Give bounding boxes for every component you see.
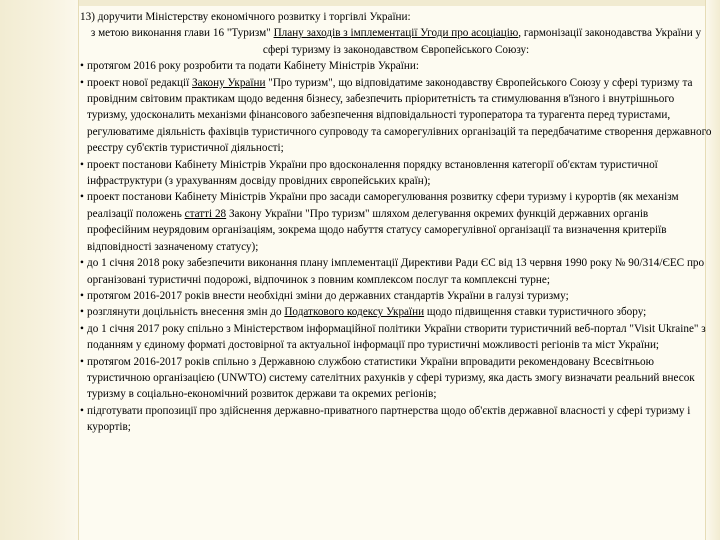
bullet-item: • протягом 2016-2017 років внести необхідні зміни до державних стандартів України в галузі туризму;	[80, 288, 712, 304]
bullet-item	[80, 189, 712, 255]
bullet-text-before: розглянути доцільність внесення змін до	[87, 306, 285, 319]
subtitle-paragraph	[80, 25, 712, 58]
action-plan-link[interactable]: Плану заходів з імплементації Угоди про асоціацію	[273, 27, 519, 40]
bullet-item: • до 1 січня 2018 року забезпечити виконання плану імплементації Директиви Ради ЄС від 13 червня 1990 року № 90/314/ЄЕС про організовані туристичні подорожі, відпочинок з повним комплексом послуг та комплексні турне;	[80, 255, 712, 288]
bullet-item: • протягом 2016-2017 років спільно з Державною службою статистики України впровадити рекомендовану Всесвітньою туристичною організацією (UNWTO) систему сателітних рахунків у сфері туризму, яка дасть змогу визначати реальний внесок туризму в соціально-економічний розвиток держави та окремих регіонів;	[80, 354, 712, 403]
bullet-text-after: Закону України "Про туризм" шляхом делегування окремих функцій державних органів професійним неурядовим організаціям, зокрема щодо набуття статусу саморегулівної організації та визначення критеріїв відповідності зазначеному статусу);	[87, 207, 667, 253]
law-of-ukraine-link[interactable]: Закону України	[192, 76, 266, 89]
bullet-item: • проект постанови Кабінету Міністрів України про вдосконалення порядку встановлення категорії об'єктам туристичної інфраструктури (з урахуванням досвіду провідних європейських країн);	[80, 157, 712, 190]
article-28-link[interactable]: статті 28	[184, 207, 227, 220]
bullet-item	[80, 75, 712, 157]
bullet-text-after: щодо підвищення ставки туристичного збору;	[424, 306, 647, 319]
decorative-frame-left	[0, 0, 79, 540]
bullet-item	[80, 304, 712, 320]
bullet-item: • до 1 січня 2017 року спільно з Міністерством інформаційної політики України створити туристичний веб-портал "Visit Ukraine" з поданням у єдиному форматі достовірної та актуальної інформації про туристичні можливості регіонів та міст України;	[80, 321, 712, 354]
bullet-text-after: "Про туризм", що відповідатиме законодавству Європейського Союзу у сфері туризму та провідним світовим практикам щодо ведення бізнесу, забезпечить пріоритетність та стимулювання в'їзного і внутрішнього туризму, удосконалить механізми фінансового забезпечення відповідальності туроператора та турагента перед туристами, регулюватиме діяльність фахівців туристичного супроводу та саморегулівних організацій та передбачатиме створення державного реєстру суб'єктів туристичної діяльності;	[87, 76, 712, 155]
bullet-item: • підготувати пропозиції про здійснення державно-приватного партнерства щодо об'єктів державної власності у сфері туризму і курортів;	[80, 403, 712, 436]
decorative-frame-top	[0, 0, 720, 6]
subtitle-text-before: з метою виконання глави 16 "Туризм"	[90, 27, 274, 40]
intro-line: 13) доручити Міністерству економічного розвитку і торгівлі України:	[80, 11, 411, 23]
subtitle-text-after: , гармонізації законодавства України у сфері туризму із законодавством Європейського Союзу:	[262, 27, 702, 56]
tax-code-link[interactable]: Податкового кодексу України	[284, 306, 425, 319]
bullet-text-before: проект нової редакції	[87, 76, 193, 89]
bullet-text-before: проект постанови Кабінету Міністрів України про засади саморегулювання розвитку сфери туризму і курортів (як механізм реалізації положень	[87, 191, 679, 220]
document-body	[80, 9, 712, 436]
bullet-item: • протягом 2016 року розробити та подати Кабінету Міністрів України:	[80, 58, 712, 74]
